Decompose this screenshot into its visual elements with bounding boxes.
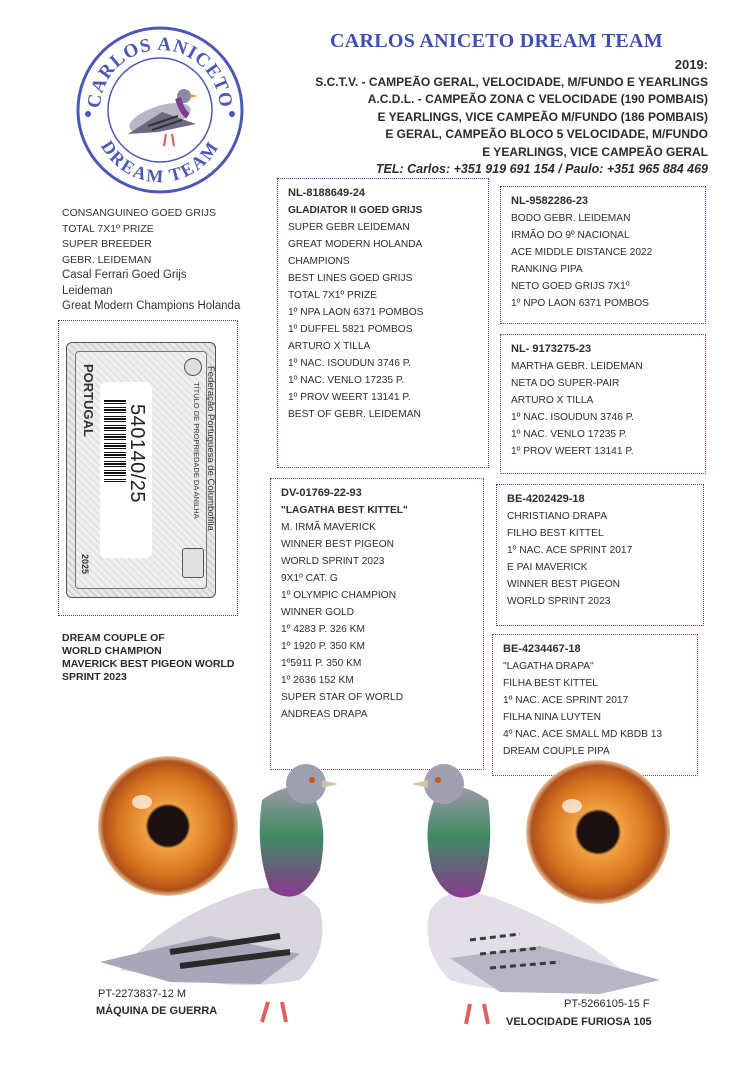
stamp-top-text: CARLOS ANICETO [83,33,237,110]
box-line: ACE MIDDLE DISTANCE 2022 [511,247,653,258]
box-line: 1º NAC. VENLO 17235 P. [511,429,628,440]
svg-text:CARLOS ANICETO [84,34,237,110]
box-line: GLADIATOR II GOED GRIJS [288,205,423,216]
box-line: 1º PROV WEERT 13141 P. [511,446,634,457]
box-line: 1º 2636 152 KM [281,675,354,686]
dream-team-stamp [74,24,246,196]
note-line: DREAM COUPLE OF [62,632,165,644]
team-title: CARLOS ANICETO DREAM TEAM [330,30,663,52]
box-line: NETA DO SUPER-PAIR [511,378,620,389]
box-line: 1º NPO LAON 6371 POMBOS [511,298,649,309]
note-line: GEBR. LEIDEMAN [62,253,152,266]
box-line: 1º NAC. VENLO 17235 P. [288,375,405,386]
note-line: CONSANGUINEO GOED GRIJS [62,207,217,219]
box-line: M. IRMÃ MAVERICK [281,522,376,533]
header-achievements [268,56,708,179]
pedigree-box-dam [270,478,484,770]
box-line: 9X1º CAT. G [281,573,338,584]
dream-couple-note [62,632,272,684]
card-federation: Federação Portuguesa de Columbofilia [205,366,216,531]
box-line: 1º 1920 P. 350 KM [281,641,365,652]
box-line: ARTURO X TILLA [511,395,594,406]
box-ring-number: NL-8188649-24 [288,187,366,199]
box-line: RANKING PIPA [511,264,583,275]
box-line: MARTHA GEBR. LEIDEMAN [511,361,643,372]
box-ring-number: NL- 9173275-23 [511,343,592,355]
stamp-bottom-text: DREAM TEAM [97,136,223,187]
note-line: SPRINT 2023 [62,671,127,683]
right-pigeon-name: VELOCIDADE FURIOSA 105 [506,1016,652,1028]
box-line: FILHA BEST KITTEL [503,678,598,689]
note-line: Great Modern Champions Holanda [62,300,241,312]
box-line: TOTAL 7X1º PRIZE [288,290,378,301]
card-ring-number: 540140/25 [126,404,148,504]
box-line: BEST LINES GOED GRIJS [288,273,413,284]
left-eye-icon [98,756,238,896]
box-ring-number: DV-01769-22-93 [281,487,362,499]
pedigree-box-dam-sire [496,484,704,626]
card-title: TÍTULO DE PROPRIEDADE DA ANILHA [192,382,201,519]
left-pigeon-name: MÁQUINA DE GUERRA [96,1005,218,1017]
box-line: IRMÃO DO 9º NACIONAL [511,230,630,241]
box-line: WORLD SPRINT 2023 [281,556,385,567]
header-line: E YEARLINGS, VICE CAMPEÃO M/FUNDO (186 POMBAIS) [377,109,708,124]
pedigree-box-sire [277,178,489,468]
box-line: WORLD SPRINT 2023 [507,596,611,607]
box-line: 1º OLYMPIC CHAMPION [281,590,397,601]
ring-card-inner [75,351,216,589]
note-line: WORLD CHAMPION [62,645,162,657]
box-line: 1º5911 P. 350 KM [281,658,362,669]
box-ring-number: BE-4234467-18 [503,643,581,655]
left-notes [62,206,262,315]
header-line: E GERAL, CAMPEÃO BLOCO 5 VELOCIDADE, M/FUNDO [385,127,708,141]
right-pigeon-ring: PT-5266105-15 F [564,998,650,1010]
box-line: SUPER STAR OF WORLD [281,692,404,703]
box-line: ANDREAS DRAPA [281,709,368,720]
box-line: 1º DUFFEL 5821 POMBOS [288,324,413,335]
note-line: MAVERICK BEST PIGEON WORLD [62,658,235,670]
note-line: TOTAL 7X1º PRIZE [62,222,154,235]
box-line: 1º 4283 P. 326 KM [281,624,365,635]
box-line: 1º NAC. ISOUDUN 3746 P. [511,412,634,423]
hologram-icon [182,548,204,578]
card-country: PORTUGAL [81,364,96,437]
barcode-icon [104,400,126,482]
box-line: 1º PROV WEERT 13141 P. [288,392,411,403]
note-line: SUPER BREEDER [62,238,152,250]
box-ring-number: BE-4202429-18 [507,493,585,505]
box-line: CHRISTIANO DRAPA [507,511,607,522]
box-line: 4º NAC. ACE SMALL MD KBDB 13 [503,729,663,740]
note-line: Casal Ferrari Goed Grijs [62,269,187,281]
box-line: "LAGATHA BEST KITTEL" [281,505,408,516]
box-line: WINNER GOLD [281,607,355,618]
header-telephone: TEL: Carlos: +351 919 691 154 / Paulo: +351 965 884 469 [375,162,708,176]
header-line: S.C.T.V. - CAMPEÃO GERAL, VELOCIDADE, M/FUNDO E YEARLINGS [315,74,708,89]
box-line: WINNER BEST PIGEON [507,579,621,590]
header-line: E YEARLINGS, VICE CAMPEÃO GERAL [482,144,708,159]
box-line: ARTURO X TILLA [288,341,371,352]
box-line: FILHO BEST KITTEL [507,528,604,539]
ring-ownership-card [66,342,216,598]
box-line: 1º NAC. ACE SPRINT 2017 [507,545,633,556]
box-line: GREAT MODERN HOLANDA [288,239,423,250]
box-line: SUPER GEBR LEIDEMAN [288,222,410,233]
box-line: BEST OF GEBR. LEIDEMAN [288,409,421,420]
right-eye-icon [526,760,670,904]
note-line: Leideman [62,284,113,297]
header-line: A.C.D.L. - CAMPEÃO ZONA C VELOCIDADE (190 POMBAIS) [367,92,708,106]
card-label-panel [100,382,152,558]
box-line: CHAMPIONS [288,256,350,267]
box-line: 1º NAC. ACE SPRINT 2017 [503,695,629,706]
box-line: E PAI MAVERICK [507,562,588,573]
left-pigeon-ring: PT-2273837-12 M [98,988,187,1000]
federation-emblem-icon [184,358,202,376]
box-line: "LAGATHA DRAPA" [503,661,594,672]
box-line: DREAM COUPLE PIPA [503,746,610,757]
pedigree-box-sire-dam [500,334,706,474]
card-year: 2025 [80,554,90,575]
box-line: 1º NPA LAON 6371 POMBOS [288,307,424,318]
box-line: FILHA NINA LUYTEN [503,712,601,723]
pedigree-box-sire-sire [500,186,706,324]
box-line: NETO GOED GRIJS 7X1º [511,281,630,292]
box-line: BODO GEBR. LEIDEMAN [511,213,631,224]
header-year: 2019: [674,57,708,72]
stamp-pigeon-icon [126,89,198,146]
box-line: WINNER BEST PIGEON [281,539,395,550]
box-ring-number: NL-9582286-23 [511,195,589,207]
box-line: 1º NAC. ISOUDUN 3746 P. [288,358,411,369]
